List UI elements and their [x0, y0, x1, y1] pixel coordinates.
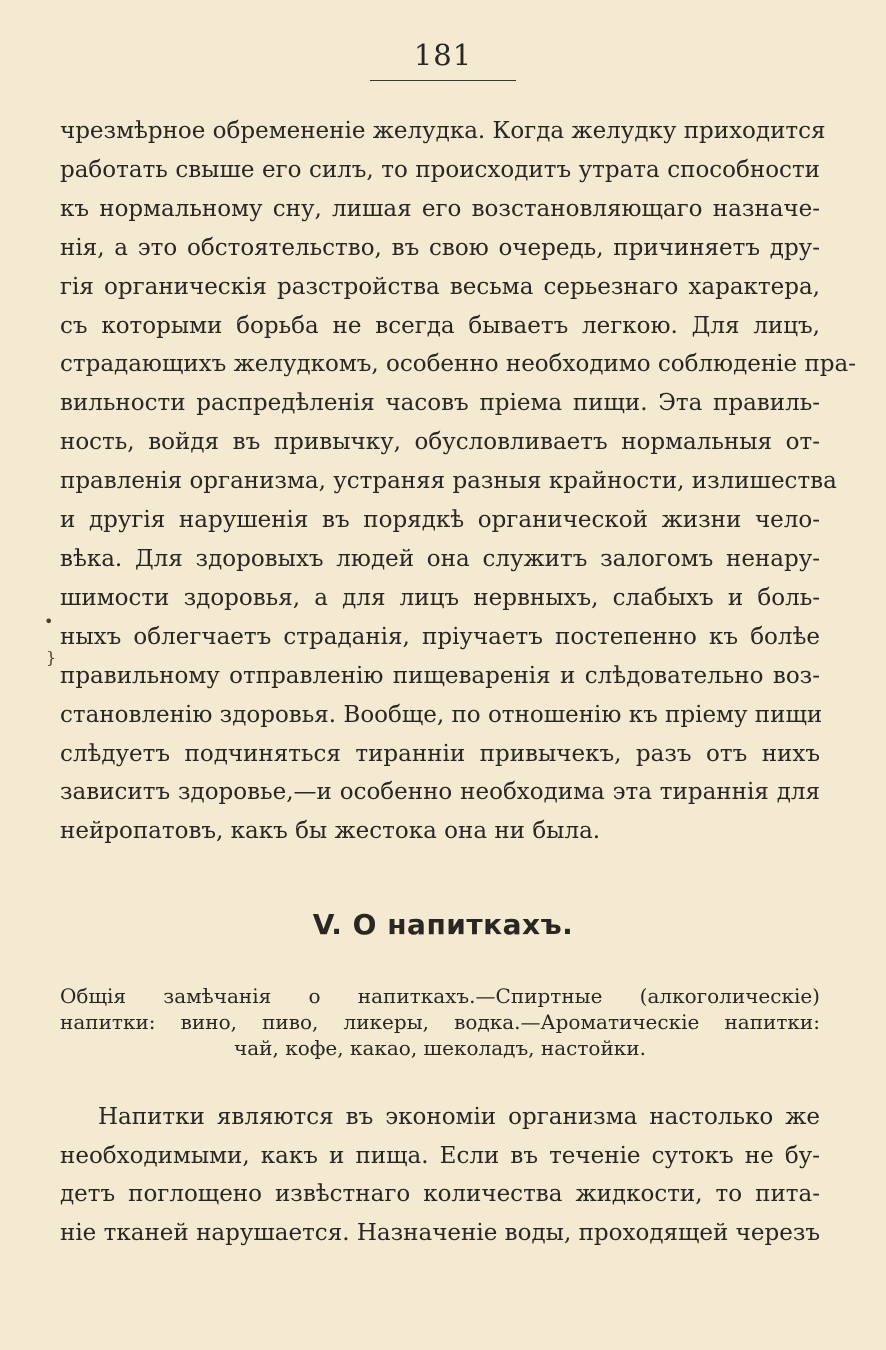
- text-line: Напитки являются въ экономіи организма настолько же: [98, 1104, 820, 1130]
- text-line: необходимыми, какъ и пища. Если въ теченіе сутокъ не бу-: [60, 1142, 820, 1169]
- header-rule: [370, 80, 516, 81]
- section-summary: [60, 983, 820, 1061]
- text-line: ныхъ облегчаетъ страданія, пріучаетъ постепенно къ болѣе: [60, 623, 820, 650]
- text-line: зависитъ здоровье,—и особенно необходима эта тираннія для: [60, 779, 820, 806]
- text-line: вѣка. Для здоровыхъ людей она служитъ залогомъ ненару-: [60, 545, 820, 572]
- body-paragraph: [60, 112, 856, 851]
- text-line: слѣдуетъ подчиняться тиранніи привычекъ, разъ отъ нихъ: [60, 740, 820, 767]
- margin-bullet-mark: •: [44, 612, 54, 631]
- text-line: ность, войдя въ привычку, обусловливаетъ нормальныя от-: [60, 429, 820, 456]
- summary-line: Общія замѣчанія о напиткахъ.—Спиртные (алкоголическіе): [60, 984, 820, 1008]
- text-line: страдающихъ желудкомъ, особенно необходимо соблюденіе пра-: [60, 351, 856, 378]
- text-line: ніе тканей нарушается. Назначеніе воды, проходящей черезъ: [60, 1219, 820, 1246]
- text-line: детъ поглощено извѣстнаго количества жидкости, то пита-: [60, 1181, 820, 1207]
- text-line: вильности распредѣленія часовъ пріема пищи. Эта правиль-: [60, 390, 820, 417]
- section-heading: V. О напиткахъ.: [312, 908, 574, 941]
- second-paragraph: [60, 1098, 820, 1252]
- text-line: чрезмѣрное обремененіе желудка. Когда желудку приходится: [60, 118, 826, 144]
- text-line: нейропатовъ, какъ бы жестока она ни была.: [60, 818, 601, 845]
- summary-line: чай, кофе, какао, шеколадъ, настойки.: [234, 1036, 646, 1060]
- text-line: гія органическія разстройства весьма серьезнаго характера,: [60, 273, 820, 300]
- summary-line: напитки: вино, пиво, ликеры, водка.—Ароматическіе напитки:: [60, 1010, 820, 1034]
- text-line: и другія нарушенія въ порядкѣ органической жизни чело-: [60, 507, 820, 534]
- margin-bracket-mark: }: [46, 648, 57, 667]
- text-line: работать свыше его силъ, то происходитъ утрата способности: [60, 156, 820, 183]
- text-line: съ которыми борьба не всегда бываетъ легкою. Для лицъ,: [60, 312, 820, 339]
- text-line: правленія организма, устраняя разныя крайности, излишества: [60, 468, 837, 495]
- text-line: шимости здоровья, а для лицъ нервныхъ, слабыхъ и боль-: [60, 584, 820, 611]
- text-line: нія, а это обстоятельство, въ свою очередь, причиняетъ дру-: [60, 234, 820, 261]
- text-line: къ нормальному сну, лишая его возстановляющаго назначе-: [60, 195, 820, 222]
- text-line: правильному отправленію пищеваренія и слѣдовательно воз-: [60, 662, 820, 689]
- page-number: 181: [413, 38, 473, 72]
- text-line: становленію здоровья. Вообще, по отношенію къ пріему пищи: [60, 701, 823, 728]
